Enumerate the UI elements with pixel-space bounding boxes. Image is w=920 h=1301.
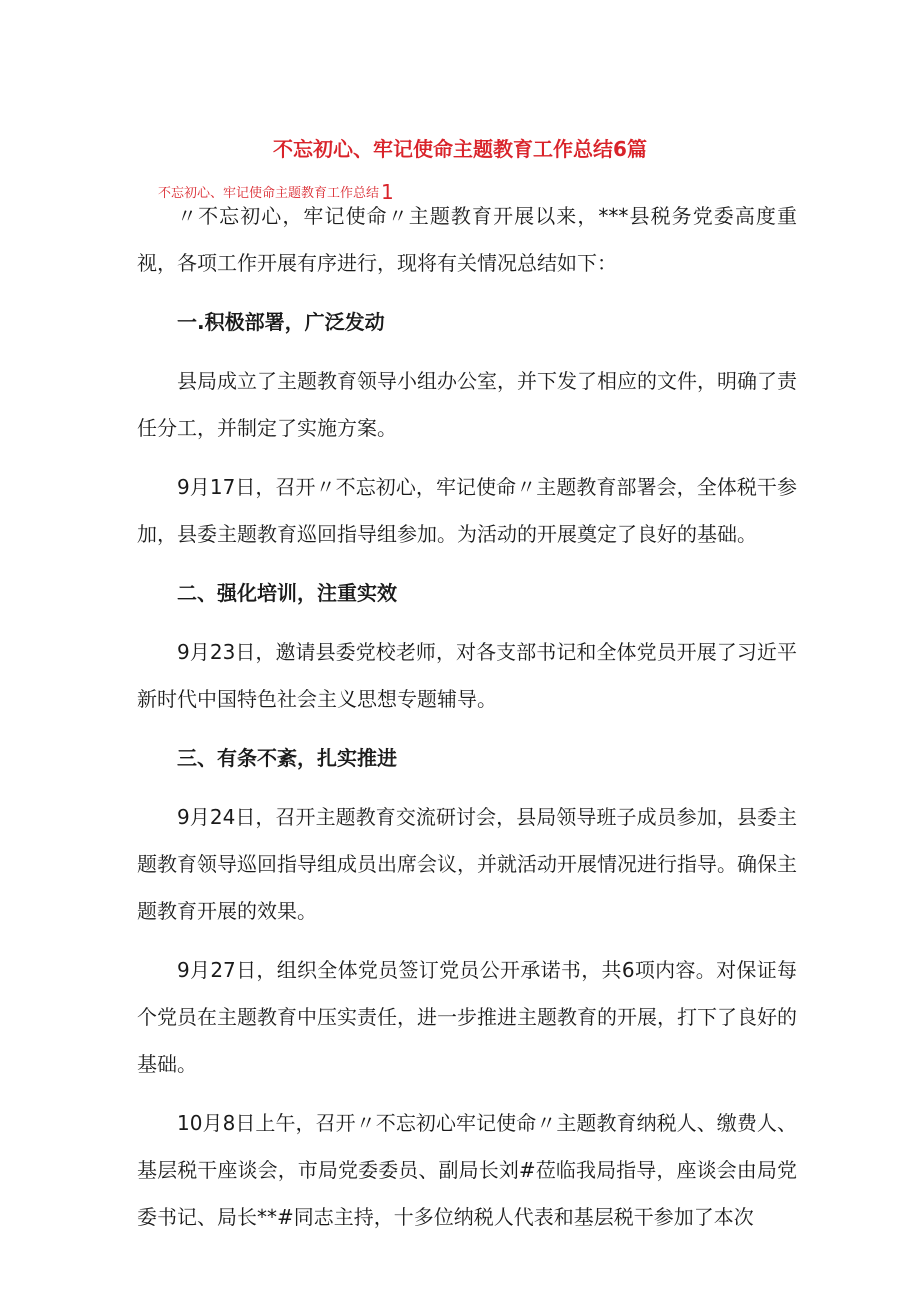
subtitle-text: 不忘初心、牢记使命主题教育工作总结 <box>158 186 380 201</box>
subtitle-number: 1 <box>381 180 394 204</box>
paragraph: 9月24日，召开主题教育交流研讨会，县局领导班子成员参加，县委主题教育领导巡回指导组成员出席会议，并就活动开展情况进行指导。确保主题教育开展的效果。 <box>137 805 797 923</box>
section-heading: 二、强化培训，注重实效 <box>177 581 397 605</box>
document-body <box>137 193 797 1253</box>
document-title: 不忘初心、牢记使命主题教育工作总结6篇 <box>273 137 647 161</box>
paragraph: 〃不忘初心，牢记使命〃主题教育开展以来，***县税务党委高度重视，各项工作开展有序进行，现将有关情况总结如下： <box>137 204 797 275</box>
paragraph: 10月8日上午，召开〃不忘初心牢记使命〃主题教育纳税人、缴费人、基层税干座谈会，市局党委委员、副局长刘#莅临我局指导，座谈会由局党委书记、局长**#同志主持，十多位纳税人代表和基层税干参加了本次 <box>137 1111 797 1229</box>
paragraph: 9月17日，召开〃不忘初心，牢记使命〃主题教育部署会，全体税干参加，县委主题教育巡回指导组参加。为活动的开展奠定了良好的基础。 <box>137 475 797 546</box>
paragraph: 9月23日，邀请县委党校老师，对各支部书记和全体党员开展了习近平新时代中国特色社会主义思想专题辅导。 <box>137 640 797 711</box>
section-heading: 一.积极部署，广泛发动 <box>177 310 385 334</box>
section-heading: 三、有条不紊，扎实推进 <box>177 746 397 770</box>
paragraph: 9月27日，组织全体党员签订党员公开承诺书，共6项内容。对保证每个党员在主题教育中压实责任，进一步推进主题教育的开展，打下了良好的基础。 <box>137 958 797 1076</box>
paragraph: 县局成立了主题教育领导小组办公室，并下发了相应的文件，明确了责任分工，并制定了实施方案。 <box>137 369 797 440</box>
